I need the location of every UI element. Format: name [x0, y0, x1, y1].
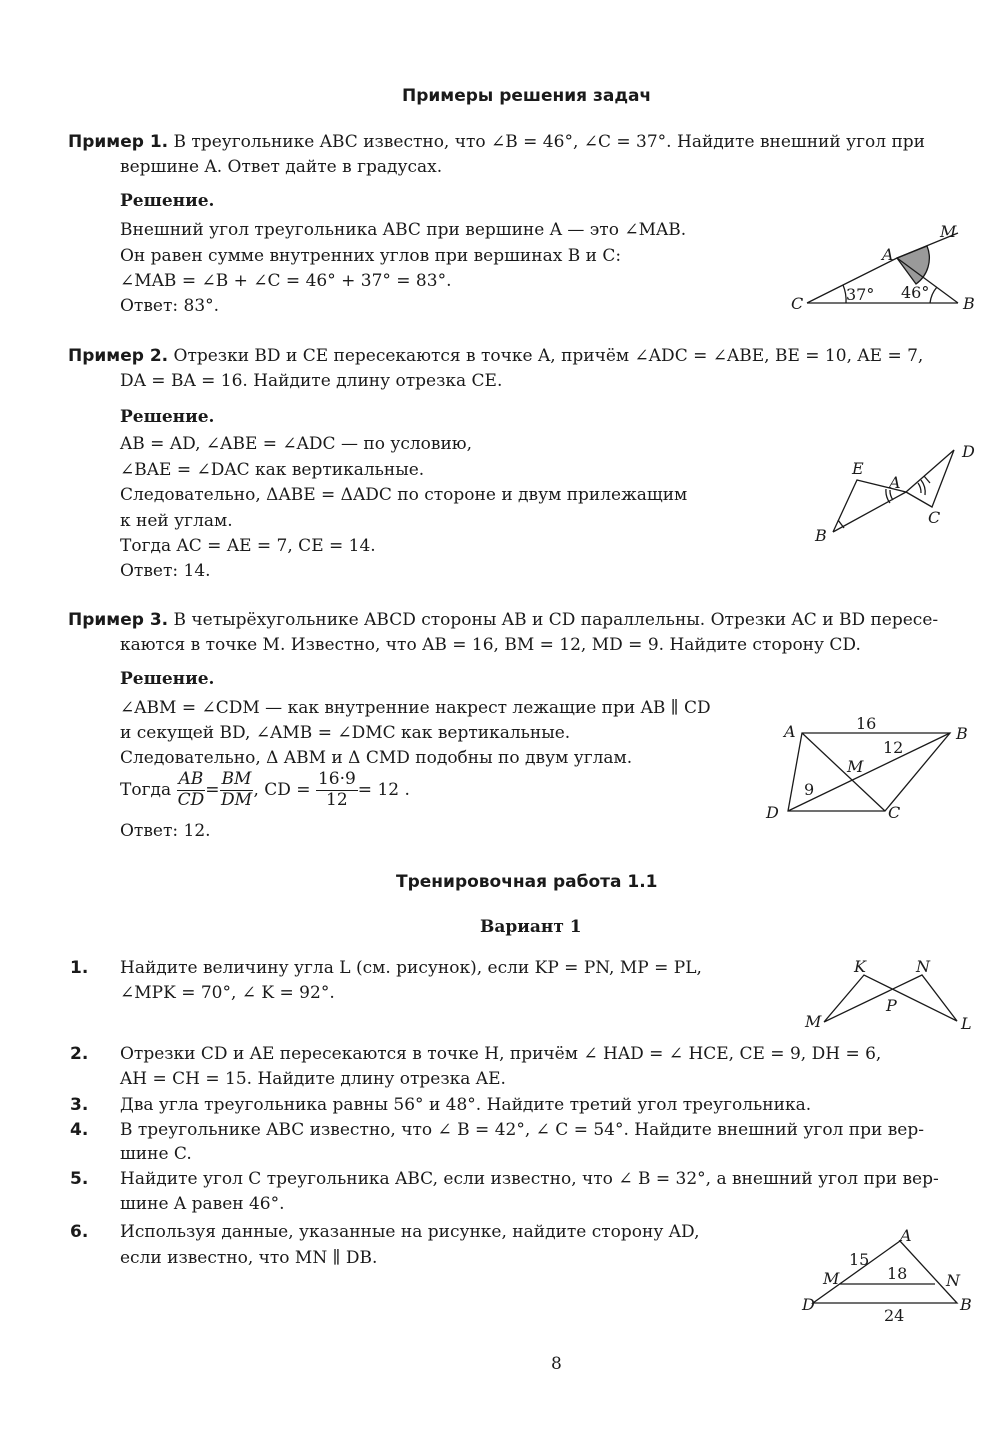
- segment-bm-value: 12: [883, 738, 904, 757]
- task-4-line: В треугольнике ABC известно, что ∠ B = 42°, ∠ C = 54°. Найдите внешний угол при вер-: [120, 1120, 924, 1140]
- point-b-label: B: [960, 1295, 972, 1314]
- point-m-label: M: [805, 1012, 822, 1031]
- example-1-answer: Ответ: 83°.: [120, 296, 220, 316]
- task-6-line: Используя данные, указанные на рисунке, найдите сторону AD,: [120, 1222, 700, 1242]
- example-2-answer: Ответ: 14.: [120, 561, 211, 581]
- fraction-bm-dm: [220, 770, 254, 810]
- example-1-solution-line: ∠MAB = ∠B + ∠C = 46° + 37° = 83°.: [120, 271, 452, 291]
- fraction-ab-cd: [177, 770, 206, 810]
- example-1-solution-line: Внешний угол треугольника ABC при вершине A — это ∠MAB.: [120, 220, 687, 240]
- point-b-label: B: [956, 724, 968, 743]
- example-1-solution-label: Решение.: [120, 191, 215, 211]
- point-d-label: D: [766, 803, 779, 822]
- task-5-line: шине A равен 46°.: [120, 1194, 285, 1214]
- segment-mn-value: 18: [887, 1264, 908, 1283]
- example-1-text-2: вершине A. Ответ дайте в градусах.: [120, 157, 443, 177]
- segment-am-value: 15: [849, 1250, 870, 1269]
- task-number: 3.: [70, 1095, 89, 1115]
- point-c-label: C: [928, 508, 941, 527]
- fraction-denominator: 12: [326, 789, 348, 810]
- point-d-label: D: [962, 442, 975, 461]
- point-a-label: A: [900, 1226, 912, 1245]
- task-number: 6.: [70, 1222, 89, 1242]
- point-m-label: M: [940, 222, 957, 241]
- fraction-result: [316, 770, 358, 810]
- side-ab-value: 16: [856, 714, 877, 733]
- point-k-label: K: [854, 957, 866, 976]
- example-2-figure: [800, 435, 990, 550]
- tick-ad: [924, 476, 930, 483]
- example-3-text-2: каются в точке M. Известно, что AB = 16, BM = 12, MD = 9. Найдите сторону CD.: [120, 635, 861, 655]
- variant-title: Вариант 1: [480, 917, 582, 937]
- fraction-numerator: BM: [221, 769, 252, 789]
- segment-db-value: 24: [884, 1306, 905, 1325]
- point-a-label: A: [882, 245, 894, 264]
- point-e-label: E: [852, 459, 864, 478]
- task-2-line: AH = CH = 15. Найдите длину отрезка AE.: [120, 1069, 506, 1089]
- tick-ba: [838, 520, 844, 528]
- example-1-solution-line: Он равен сумме внутренних углов при вершинах B и C:: [120, 246, 622, 266]
- point-m-label: M: [847, 757, 864, 776]
- angle-c-value: 37°: [846, 285, 875, 304]
- task-number: 2.: [70, 1044, 89, 1064]
- example-3-text-1: В четырёхугольнике ABCD стороны AB и CD параллельны. Отрезки AC и BD пересе-: [173, 610, 939, 630]
- result-value: = 12 .: [357, 779, 410, 800]
- example-2-solution-line: к ней углам.: [120, 511, 233, 531]
- example-3-solution-line: Следовательно, Δ ABM и Δ CMD подобны по двум углам.: [120, 748, 633, 768]
- example-2-solution-line: AB = AD, ∠ABE = ∠ADC — по условию,: [120, 434, 473, 454]
- example-3-label: Пример 3.: [68, 610, 169, 630]
- section-title: Примеры решения задач: [402, 86, 652, 106]
- page-number: 8: [551, 1354, 562, 1374]
- segment-ba: [833, 492, 906, 532]
- example-2-label: Пример 2.: [68, 346, 169, 366]
- task-number: 5.: [70, 1169, 89, 1189]
- example-1-label: Пример 1.: [68, 132, 169, 152]
- example-2-solution-line: Следовательно, ΔABE = ΔADC по стороне и двум прилежащим: [120, 485, 688, 505]
- line-c-a-m: [807, 233, 958, 303]
- point-d-label: D: [802, 1295, 815, 1314]
- diagonal-ac: [802, 733, 885, 811]
- fraction-numerator: 16·9: [317, 769, 356, 789]
- example-3-solution-line: ∠ABM = ∠CDM — как внутренние накрест лежащие при AB ∥ CD: [120, 698, 711, 718]
- training-title: Тренировочная работа 1.1: [396, 872, 658, 892]
- example-2-solution-label: Решение.: [120, 407, 215, 427]
- point-n-label: N: [946, 1271, 960, 1290]
- point-b-label: B: [815, 526, 827, 545]
- diagonal-bd: [788, 733, 950, 811]
- point-b-label: B: [963, 294, 975, 313]
- task-4-line: шине C.: [120, 1144, 192, 1164]
- cd-equals: , CD =: [253, 779, 311, 800]
- point-a-label: A: [784, 722, 796, 741]
- point-a-label: A: [889, 473, 901, 492]
- fraction-denominator: DM: [220, 789, 252, 810]
- task-1-line: Найдите величину угла L (см. рисунок), если KP = PN, MP = PL,: [120, 958, 702, 978]
- example-3-solution-label: Решение.: [120, 669, 215, 689]
- task-number: 1.: [70, 958, 89, 978]
- point-l-label: L: [961, 1014, 972, 1033]
- point-m-label: M: [823, 1269, 840, 1288]
- example-2-solution-line: ∠BAE = ∠DAC как вертикальные.: [120, 460, 425, 480]
- task-3-line: Два угла треугольника равны 56° и 48°. Найдите третий угол треугольника.: [120, 1095, 812, 1115]
- point-n-label: N: [916, 957, 930, 976]
- example-2-line-1: [68, 346, 923, 366]
- task-2-line: Отрезки CD и AE пересекаются в точке H, причём ∠ HAD = ∠ HCE, CE = 9, DH = 6,: [120, 1044, 882, 1064]
- example-1-text-1: В треугольнике ABC известно, что ∠B = 46°, ∠C = 37°. Найдите внешний угол при: [173, 132, 926, 152]
- example-3-line-1: [68, 610, 938, 630]
- task-5-line: Найдите угол C треугольника ABC, если известно, что ∠ B = 32°, а внешний угол при вер-: [120, 1169, 939, 1189]
- angle-a-arc-3: [918, 483, 921, 493]
- fraction-numerator: AB: [178, 769, 204, 789]
- example-3-solution-line: и секущей BD, ∠AMB = ∠DMC как вертикальные.: [120, 723, 571, 743]
- example-2-solution-line: Тогда AC = AE = 7, CE = 14.: [120, 536, 376, 556]
- example-1-line-1: [68, 132, 925, 152]
- example-2-text-2: DA = BA = 16. Найдите длину отрезка CE.: [120, 371, 503, 391]
- fraction-denominator: CD: [177, 789, 205, 810]
- segment-md-value: 9: [804, 780, 815, 799]
- example-3-figure: [760, 710, 990, 830]
- point-p-label: P: [886, 996, 897, 1015]
- then-word: Тогда: [120, 779, 172, 800]
- task-1-figure: [800, 955, 985, 1035]
- point-c-label: C: [791, 294, 804, 313]
- example-3-formula: Тогда $\frac{AB}{CD}$ = $\frac{BM}{DM}$ , CD = $\frac{16\cdot 9}{12}$ = 12 .: [120, 769, 410, 810]
- angle-b-value: 46°: [901, 283, 930, 302]
- task-1-line: ∠MPK = 70°, ∠ K = 92°.: [120, 983, 335, 1003]
- point-c-label: C: [888, 803, 901, 822]
- task-6-figure: [790, 1220, 985, 1330]
- angle-b-arc: [930, 287, 937, 303]
- task-number: 4.: [70, 1120, 89, 1140]
- example-3-answer: Ответ: 12.: [120, 821, 211, 841]
- task-6-line: если известно, что MN ∥ DB.: [120, 1248, 378, 1268]
- example-2-text-1: Отрезки BD и CE пересекаются в точке A, причём ∠ADC = ∠ABE, BE = 10, AE = 7,: [173, 346, 924, 366]
- example-1-figure: [780, 215, 990, 315]
